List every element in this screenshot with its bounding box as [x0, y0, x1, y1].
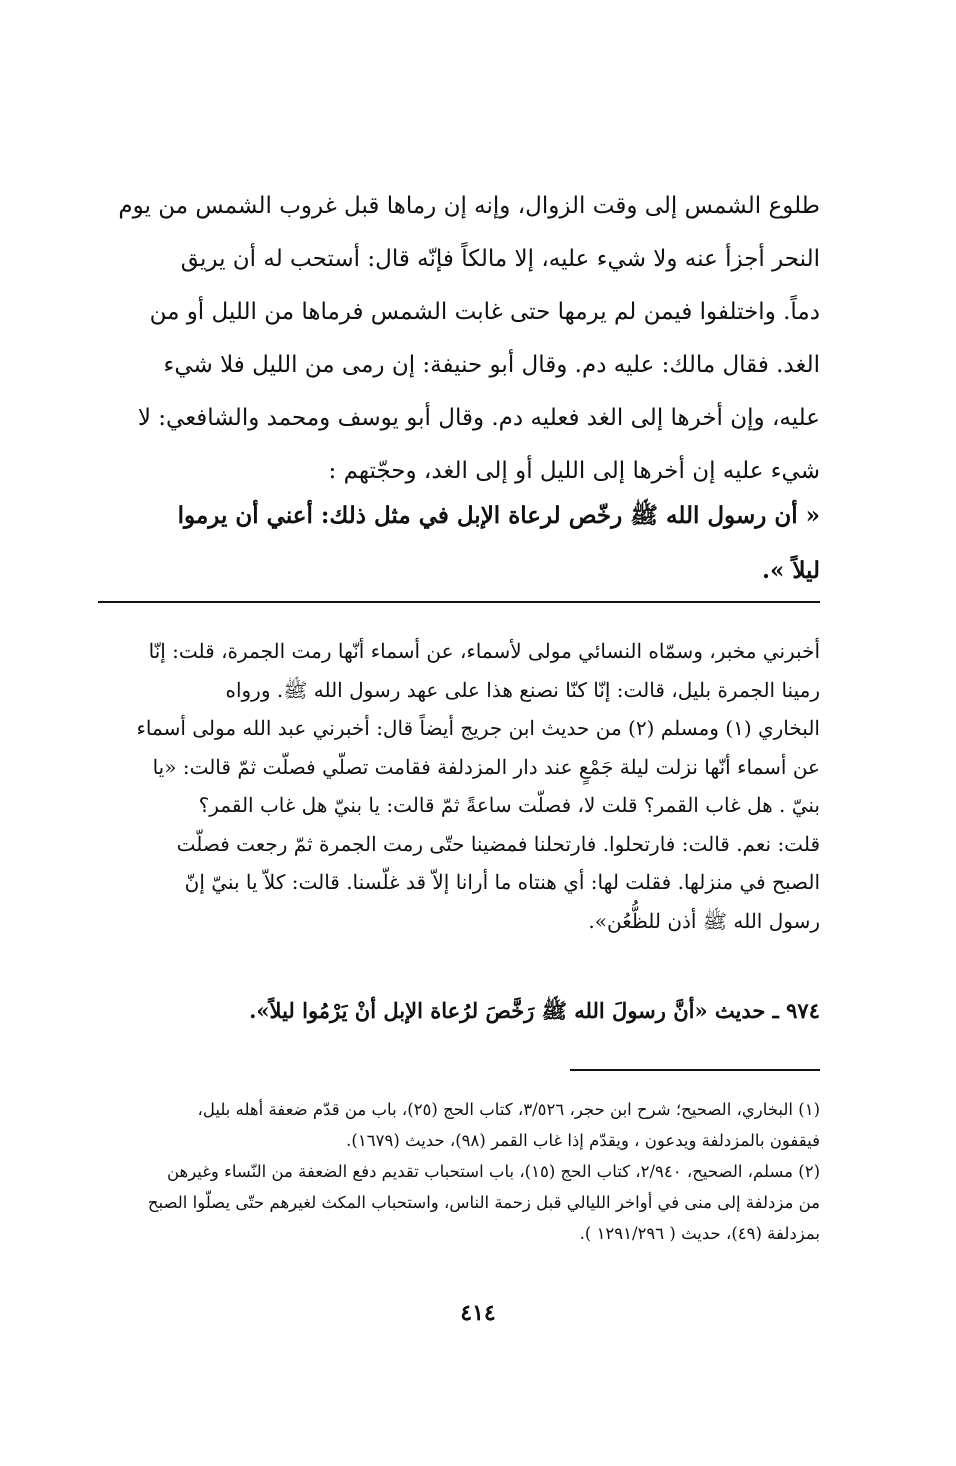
main-text-block	[98, 180, 820, 498]
footnote-line: (١) البخاري، الصحيح؛ شرح ابن حجر، ٣/٥٢٦، كتاب الحج (٢٥)، باب من قدّم ضعفة أهله بليل،	[197, 1100, 820, 1119]
section-divider	[98, 601, 820, 603]
main-text-line: طلوع الشمس إلى وقت الزوال، وإنه إن رماها قبل غروب الشمس من يوم	[118, 193, 820, 219]
footnote-divider	[570, 1069, 820, 1071]
commentary-line: أخبرني مخبر، وسمّاه النسائي مولى لأسماء، عن أسماء أنّها رمت الجمرة، قلت: إنّا	[148, 639, 820, 663]
commentary-line: رمينا الجمرة بليل، قالت: إنّا كنّا نصنع هذا على عهد رسول الله ﷺ. ورواه	[225, 677, 820, 702]
main-text-line: شيء عليه إن أخرها إلى الليل أو إلى الغد، وحجّتهم :	[328, 458, 820, 484]
quote-line: « أن رسول الله ﷺ رخّص لرعاة الإبل في مثل ذلك: أعني أن يرموا	[177, 502, 820, 529]
main-text-line: الغد. فقال مالك: عليه دم. وقال أبو حنيفة: إن رمى من الليل فلا شيء	[163, 352, 820, 378]
commentary-line: عن أسماء أنّها نزلت ليلة جَمْعٍ عند دار المزدلفة فقامت تصلّي فصلّت ثمّ قالت: «يا	[152, 754, 820, 779]
footnote-line: فيقفون بالمزدلفة ويدعون ، ويقدّم إذا غاب القمر (٩٨)، حديث (١٦٧٩).	[346, 1131, 820, 1150]
footnote-line: (٢) مسلم، الصحيح، ٢/٩٤٠، كتاب الحج (١٥)، باب استحباب تقديم دفع الضعفة من النّساء وغيرهن	[166, 1162, 820, 1181]
hadith-heading: ٩٧٤ ـ حديث «أنَّ رسولَ الله ﷺ رَخَّصَ لرُعاة الإبل أنْ يَرْمُوا ليلاً».	[249, 998, 820, 1023]
commentary-block	[100, 632, 820, 940]
commentary-line: قلت: نعم. قالت: فارتحلوا. فارتحلنا فمضينا حتّى رمت الجمرة ثمّ رجعت فصلّت	[176, 831, 820, 856]
commentary-line: البخاري (١) ومسلم (٢) من حديث ابن جريج أيضاً قال: أخبرني عبد الله مولى أسماء	[136, 716, 820, 740]
page-number: ٤١٤	[460, 1300, 496, 1326]
commentary-line: رسول الله ﷺ أذن للظُّعُن».	[588, 908, 820, 933]
footnote-line: من مزدلفة إلى منى في أواخر الليالي قبل زحمة الناس، واستحباب المكث لغيرهم حتّى يصلّوا الصبح	[147, 1193, 820, 1212]
quote-line: ليلاً ».	[761, 557, 820, 584]
commentary-line: الصبح في منزلها. فقلت لها: أي هنتاه ما أرانا إلاّ قد غلّسنا. قالت: كلاّ يا بنيّ إنّ	[184, 870, 820, 894]
main-text-line: دماً. واختلفوا فيمن لم يرمها حتى غابت الشمس فرماها من الليل أو من	[149, 299, 820, 325]
commentary-line: بنيّ . هل غاب القمر؟ قلت لا، فصلّت ساعةً ثمّ قالت: يا بنيّ هل غاب القمر؟	[198, 793, 820, 817]
quoted-hadith-block	[88, 488, 820, 598]
main-text-line: النحر أجزأ عنه ولا شيء عليه، إلا مالكاً فإنّه قال: أستحب له أن يريق	[180, 246, 820, 272]
footnote-line: بمزدلفة (٤٩)، حديث ( ١٢٩١/٢٩٦ ).	[579, 1224, 820, 1243]
footnotes-block	[100, 1094, 820, 1249]
main-text-line: عليه، وإن أخرها إلى الغد فعليه دم. وقال أبو يوسف ومحمد والشافعي: لا	[137, 405, 820, 431]
